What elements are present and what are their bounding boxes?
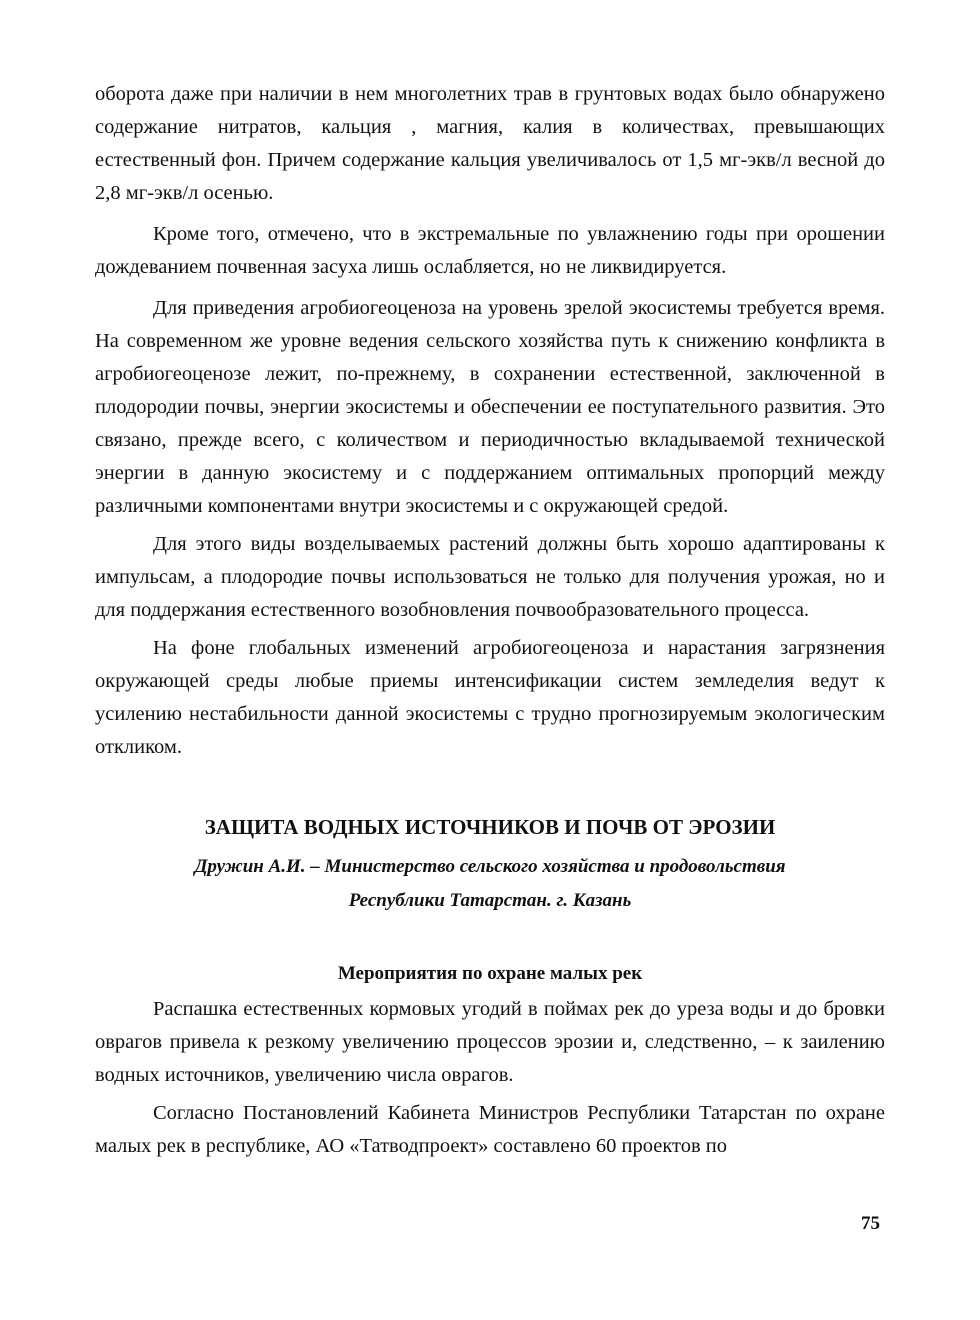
paragraph-resolution: Согласно Постановлений Кабинета Министров Республики Татарстан по охране малых рек в республике, АО «Татводпроект» составлено 60 проектов по [95, 1102, 885, 1157]
paragraph-crops-adaptation: Для этого виды возделываемых растений должны быть хорошо адаптированы к импульсам, а плодородие почвы использоваться не только для получения урожая, но и для поддержания естественного возобновления почвообразовательного процесса. [95, 533, 885, 621]
paragraph-drought: Кроме того, отмечено, что в экстремальные по увлажнению годы при орошении дождеванием почвенная засуха лишь ослабляется, но не ликвидируется. [95, 223, 885, 278]
paragraph-global-changes: На фоне глобальных изменений агробиогеоценоза и нарастания загрязнения окружающей среды любые приемы интенсификации систем земледелия ведут к усилению нестабильности данной экосистемы с трудно прогнозируемым экологическим откликом. [95, 637, 885, 758]
paragraph-plowing: Распашка естественных кормовых угодий в поймах рек до уреза воды и до бровки оврагов привела к резкому увеличению процессов эрозии и, следственно, – к заилению водных источников, увеличению числа оврагов. [95, 998, 885, 1086]
page-number: 75 [861, 1213, 880, 1234]
page-body [95, 78, 885, 1163]
article-title: ЗАЩИТА ВОДНЫХ ИСТОЧНИКОВ И ПОЧВ ОТ ЭРОЗИИ [204, 815, 776, 839]
paragraph-agrobiogeocenosis: Для приведения агробиогеоценоза на уровень зрелой экосистемы требуется время. На современном же уровне ведения сельского хозяйства путь к снижению конфликта в агробиогеоценозе лежит, по-прежнему, в сохранении естественной, заключенной в плодородии почвы, энергии экосистемы и обеспечении ее поступательного развития. Это связано, прежде всего, с количеством и периодичностью вкладываемой технической энергии в данную экосистему и с поддержанием оптимальных пропорций между различными компонентами внутри экосистемы и с окружающей средой. [95, 297, 885, 517]
authors-line-2: Республики Татарстан. г. Казань [348, 890, 632, 911]
paragraph-continuation: оборота даже при наличии в нем многолетних трав в грунтовых водах было обнаружено содержание нитратов, кальция , магния, калия в количествах, превышающих естественный фон. Причем содержание кальция увеличивалось от 1,5 мг-экв/л весной до 2,8 мг-экв/л осенью. [95, 83, 885, 204]
authors-line-1: Дружин А.И. – Министерство сельского хозяйства и продовольствия [194, 856, 786, 877]
section-subheading: Мероприятия по охране малых рек [337, 963, 643, 984]
article-authors [95, 850, 885, 918]
